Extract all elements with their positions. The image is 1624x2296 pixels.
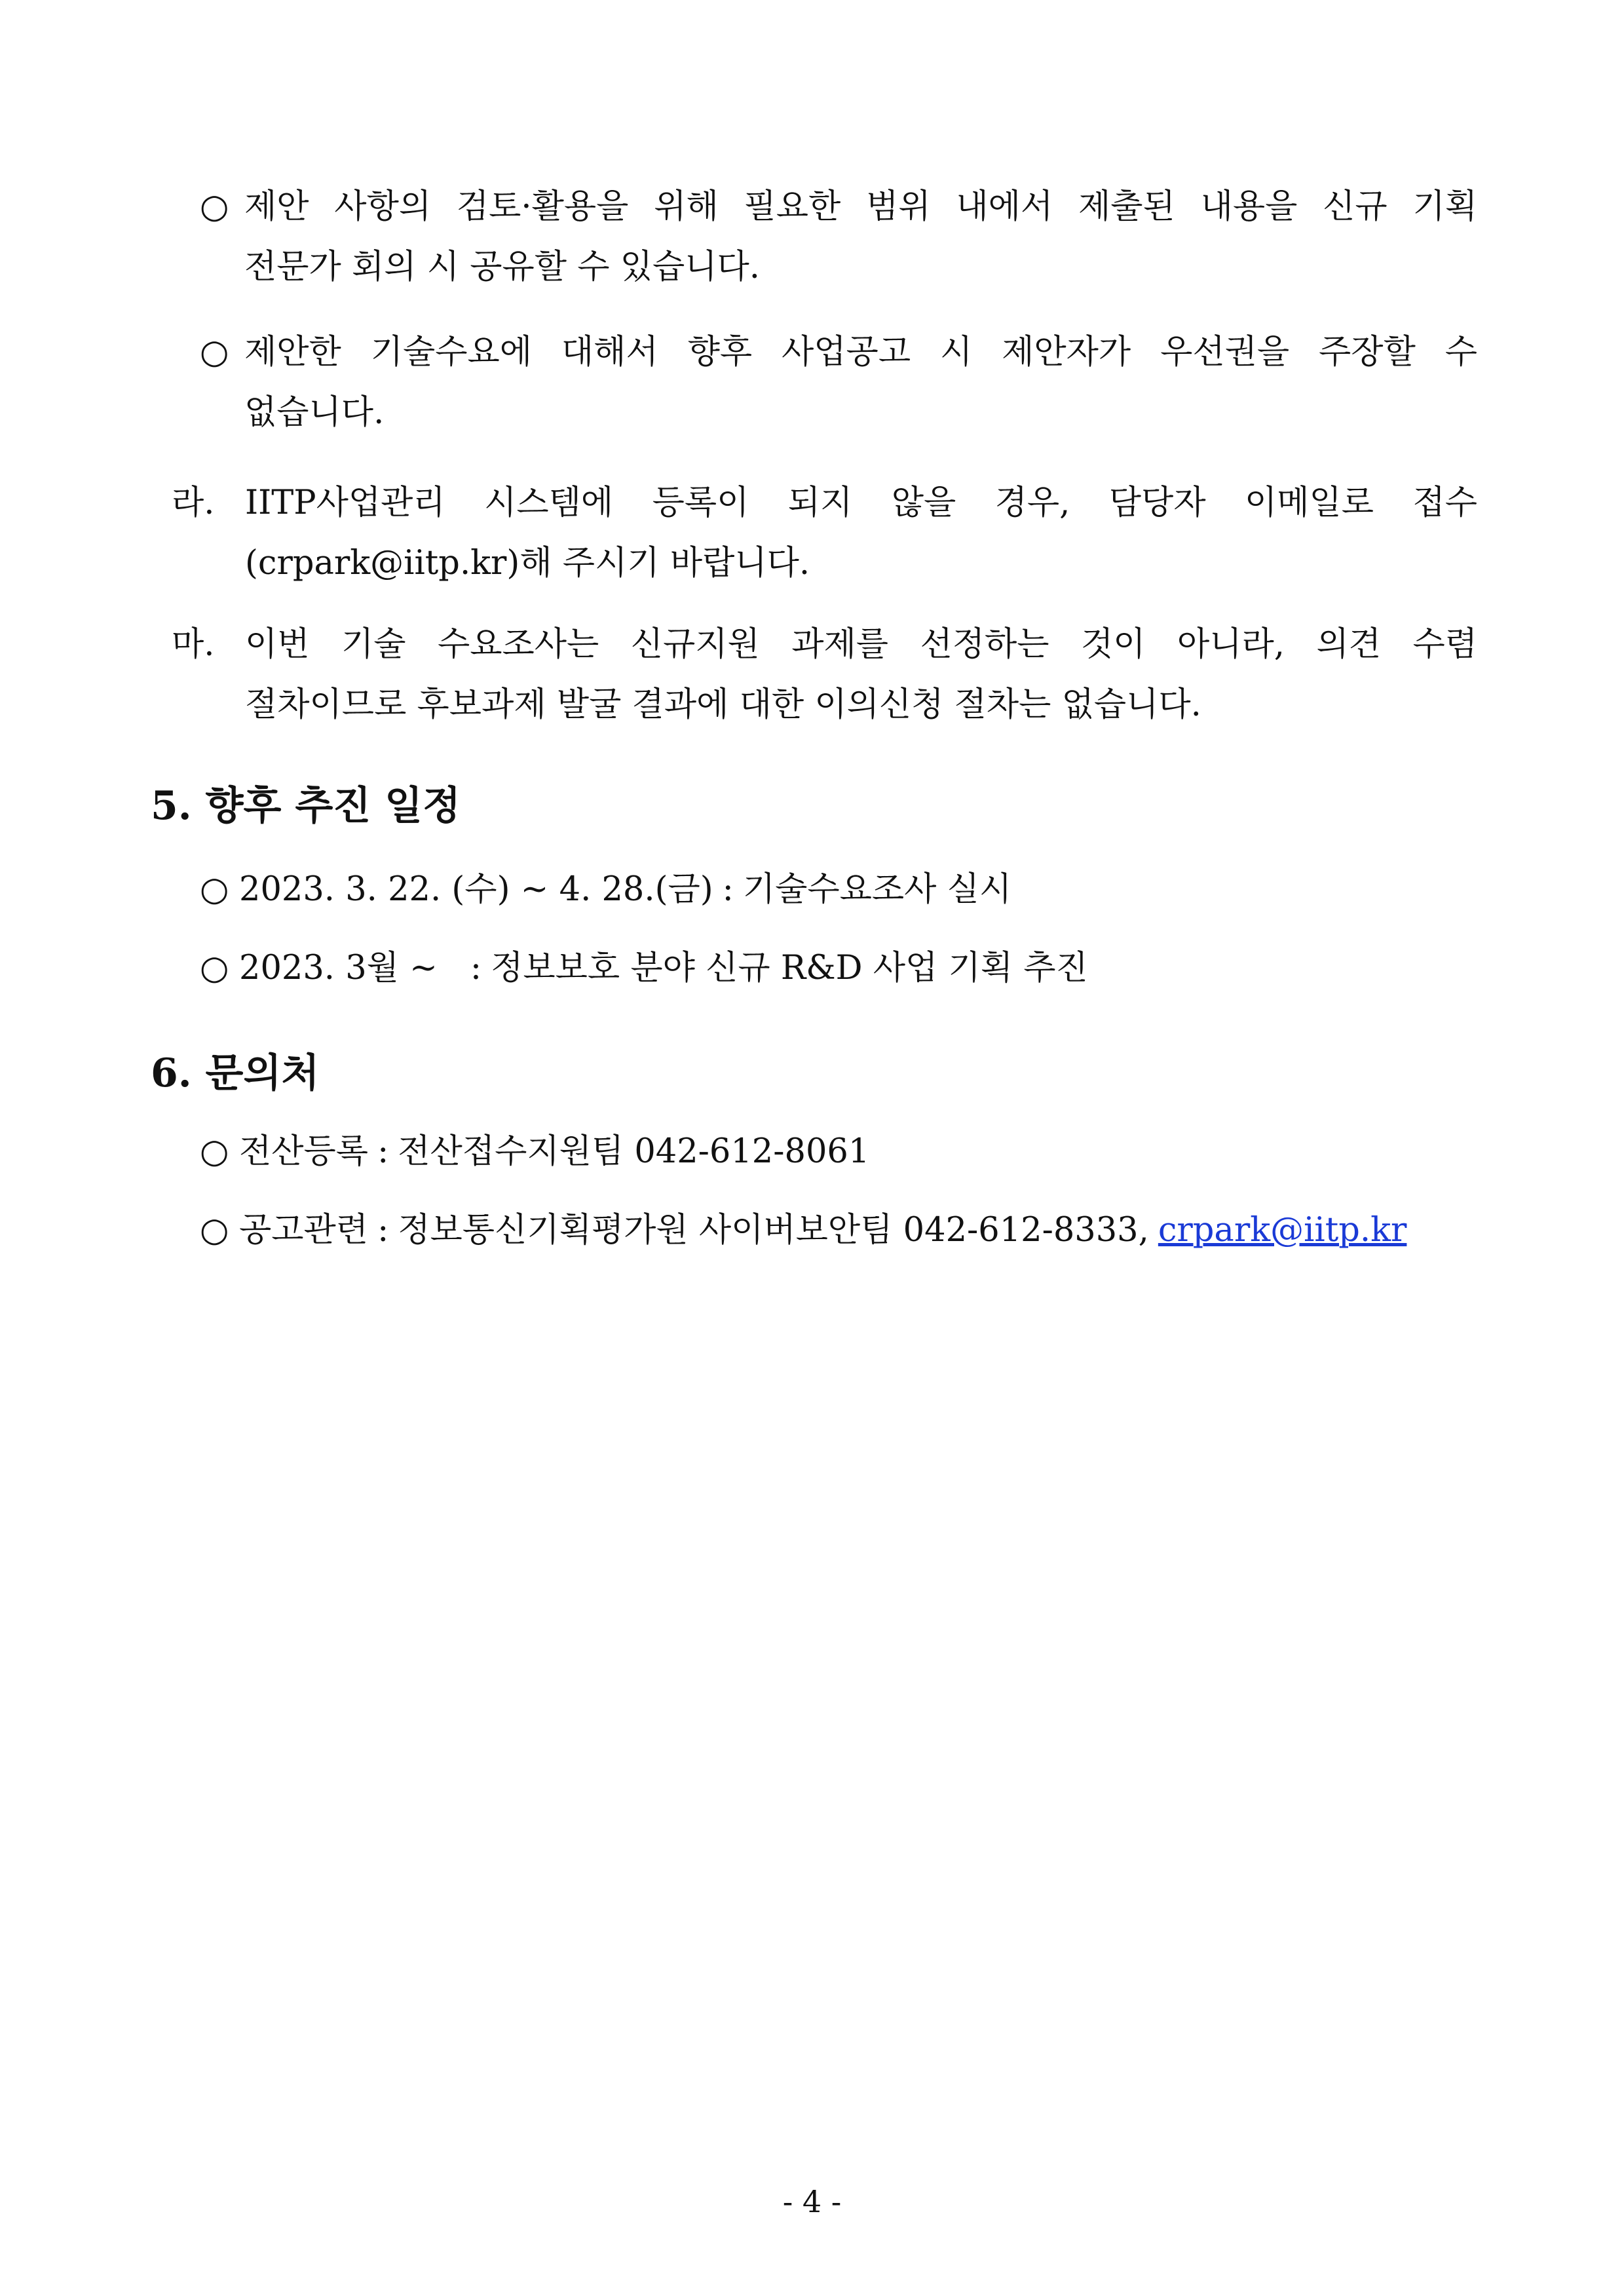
schedule-separator: : — [470, 949, 482, 987]
schedule-date: 2023. 3. 22. (수) ~ 4. 28.(금) — [239, 870, 713, 909]
contact-description: 전산접수지원팀 042-612-8061 — [398, 1132, 870, 1171]
bullet-text-line: 제안 사항의 검토·활용을 위해 필요한 범위 내에서 제출된 내용을 신규 기획 — [244, 187, 1477, 226]
bullet-circle-icon: ○ — [200, 333, 229, 372]
schedule-description: 정보보호 분야 신규 R&D 사업 기획 추진 — [491, 949, 1088, 987]
bullet-text-line: 전문가 회의 시 공유할 수 있습니다. — [244, 248, 760, 286]
contact-label: 전산등록 — [239, 1132, 369, 1171]
schedule-item — [200, 864, 1011, 916]
bullet-text-line: 없습니다. — [244, 393, 385, 432]
sub-item-marker: 라. — [172, 484, 215, 522]
schedule-date: 2023. 3월 ~ — [239, 949, 438, 987]
sub-item-text-line: 이번 기술 수요조사는 신규지원 과제를 선정하는 것이 아니라, 의견 수렴 — [245, 625, 1477, 664]
contact-item — [200, 1204, 1407, 1257]
sub-item-text-line: 절차이므로 후보과제 발굴 결과에 대한 이의신청 절차는 없습니다. — [245, 685, 1201, 724]
section-heading-contact: 6. 문의처 — [151, 1050, 320, 1096]
schedule-separator: : — [722, 870, 734, 909]
contact-separator: : — [377, 1132, 389, 1171]
bullet-circle-icon: ○ — [200, 870, 229, 909]
sub-item-text-line: (crpark@iitp.kr)해 주시기 바랍니다. — [245, 544, 810, 583]
contact-separator: : — [377, 1211, 389, 1250]
bullet-circle-icon: ○ — [200, 187, 229, 226]
bullet-circle-icon: ○ — [200, 1132, 229, 1171]
bullet-text-line: 제안한 기술수요에 대해서 향후 사업공고 시 제안자가 우선권을 주장할 수 — [244, 333, 1477, 372]
bullet-circle-icon: ○ — [200, 949, 229, 987]
sub-item-text-line: IITP사업관리 시스템에 등록이 되지 않을 경우, 담당자 이메일로 접수 — [245, 484, 1477, 522]
contact-email-link[interactable]: crpark@iitp.kr — [1158, 1211, 1407, 1250]
contact-item — [200, 1126, 869, 1178]
sub-item-marker: 마. — [172, 625, 215, 664]
section-heading-schedule: 5. 향후 추진 일정 — [151, 783, 461, 829]
schedule-description: 기술수요조사 실시 — [742, 870, 1012, 909]
bullet-item-priority — [200, 322, 1477, 443]
contact-description: 정보통신기획평가원 사이버보안팀 042-612-8333, — [398, 1211, 1149, 1250]
page-number: - 4 - — [782, 2184, 842, 2219]
bullet-item-sharing — [200, 177, 1477, 297]
sub-item-ma — [172, 615, 1477, 735]
bullet-circle-icon: ○ — [200, 1211, 229, 1250]
schedule-item — [200, 942, 1088, 995]
sub-item-ra — [172, 473, 1477, 594]
contact-label: 공고관련 — [239, 1211, 369, 1250]
